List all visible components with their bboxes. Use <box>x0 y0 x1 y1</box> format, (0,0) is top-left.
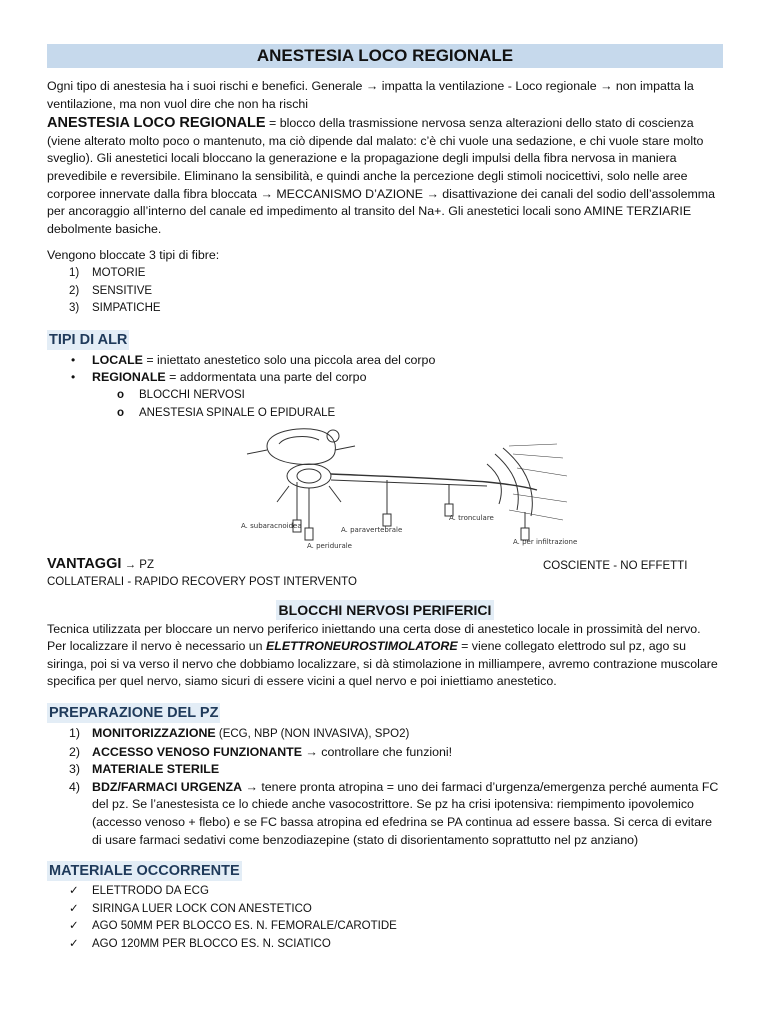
preparazione-heading: PREPARAZIONE DEL PZ <box>49 705 219 722</box>
materiale-list <box>47 883 723 953</box>
blocchi-heading: BLOCCHI NERVOSI PERIFERICI <box>276 600 495 620</box>
label-paravertebrale: A. paravertebrale <box>341 526 403 535</box>
list-item: ✓ SIRINGA LUER LOCK CON ANESTETICO <box>47 901 723 919</box>
definition-text-c: debolmente basiche. <box>47 221 162 236</box>
tipi-sub-list <box>47 387 723 422</box>
check-icon: ✓ <box>69 885 79 898</box>
list-item: o ANESTESIA SPINALE O EPIDURALE <box>117 406 336 419</box>
amine-term: AMINE TERZIARIE <box>583 204 692 219</box>
device-term: ELETTRONEUROSTIMOLATORE <box>266 639 458 654</box>
vantaggi-arrow: → PZ <box>121 559 154 572</box>
intro-paragraph: Ogni tipo di anestesia ha i suoi rischi e benefici. Generale → impatta la ventilazione - Loco regionale → non impatta la ventilazione, ma non vuol dire che non ha rischi <box>47 79 694 111</box>
label-subaracnoidea: A. subaracnoidea <box>241 522 302 531</box>
fibers-intro: Vengono bloccate 3 tipi di fibre: <box>47 248 220 263</box>
preparazione-list <box>47 725 723 849</box>
label-infiltrazione: A. per infiltrazione <box>513 538 577 547</box>
list-item: 4) BDZ/FARMACI URGENZA → tenere pronta atropina = uno dei farmaci d’urgenza/emergenza perché aumenta FC del pz. Se l’anestesista ce lo chiede anche vasocostrittore. Se pz ha crisi ipotensiva: riempimento ipovolemico (accesso venoso + flebo) e se FC bassa atropina ed efedrina se PA continua ad essere bassa. Si cerca di evitare di usare farmaci sedativi come benzodiazepine (stato di disorientamento soprattutto nel pz anziano) <box>69 779 719 847</box>
list-item: 3) SIMPATICHE <box>69 302 161 315</box>
fibers-list <box>47 265 723 318</box>
list-item: 3) MATERIALE STERILE <box>69 762 220 777</box>
definition-text-b: → disattivazione dei canali del sodio dell’assolemma per ancoraggio all’interno del canale ed impedimento al transito del Na+. Gli anestetici locali sono <box>47 186 716 219</box>
definition-text-a: = blocco della trasmissione nervosa senza alterazioni dello stato di coscienza (viene alterato molto poco o mantenuto, ma ciò dipende dal malato: c’è chi vuole una sedazione, e chi vuole stare molto sveglio). Gli anestetici locali bloccano la generazione e la propagazione degli impulsi della fibra nervosa in maniera prevedibile e reversibile. Eliminano la sensibilità, e quindi anche la percezione degli stimoli nocicettivi, solo nelle aree corporee innervate dalla fibra bloccata → <box>47 116 704 201</box>
list-item: ✓ ELETTRODO DA ECG <box>47 883 723 901</box>
list-item: • LOCALE = iniettato anestetico solo una piccola area del corpo <box>71 352 436 367</box>
label-tronculare: A. tronculare <box>449 514 494 523</box>
list-item: 1) MONITORIZZAZIONE (ECG, NBP (NON INVASIVA), SPO2) <box>69 726 410 741</box>
vantaggi-line2: COLLATERALI - RAPIDO RECOVERY POST INTERVENTO <box>47 576 357 589</box>
document-title: ANESTESIA LOCO REGIONALE <box>47 44 723 68</box>
mechanism-term: MECCANISMO D’AZIONE <box>276 186 423 201</box>
spinal-anesthesia-diagram <box>47 424 723 552</box>
tipi-heading: TIPI DI ALR <box>49 331 128 348</box>
definition-paragraph <box>47 115 723 238</box>
diagram-drawing <box>237 424 577 552</box>
list-item: ✓ AGO 120MM PER BLOCCO ES. N. SCIATICO <box>47 936 723 954</box>
check-icon: ✓ <box>69 938 79 950</box>
list-item: 1) MOTORIE <box>69 266 146 279</box>
check-icon: ✓ <box>69 920 79 933</box>
list-item: 2) SENSITIVE <box>69 284 153 297</box>
materiale-heading: MATERIALE OCCORRENTE <box>49 863 240 880</box>
vantaggi-right: COSCIENTE - NO EFFETTI <box>543 560 688 573</box>
list-item: 2) ACCESSO VENOSO FUNZIONANTE → controllare che funzioni! <box>69 744 453 759</box>
list-item: • REGIONALE = addormentata una parte del corpo <box>71 370 367 385</box>
list-item: o BLOCCHI NERVOSI <box>117 388 245 401</box>
label-peridurale: A. peridurale <box>307 542 352 551</box>
blocchi-paragraph: Tecnica utilizzata per bloccare un nervo periferico iniettando una certa dose di anestetico locale in prossimità del nervo. Per localizzare il nervo è necessario un ELETTRONEUROSTIMOLATORE = viene collegato elettrodo sul pz, ago su siringa, poi si va verso il nervo che dobbiamo localizzare, si dà stimolazione in milliampere, avremo contrazione muscolare specifica per quel nervo, siamo sicuri di essere vicini a quel nervo e poi iniettiamo anestetico. <box>47 621 718 689</box>
definition-term: ANESTESIA LOCO REGIONALE <box>47 115 266 132</box>
vantaggi-term: VANTAGGI <box>47 556 122 573</box>
tipi-list <box>47 352 723 387</box>
check-icon: ✓ <box>69 902 79 915</box>
vantaggi-block <box>47 556 723 592</box>
list-item: ✓ AGO 50MM PER BLOCCO ES. N. FEMORALE/CAROTIDE <box>47 918 723 936</box>
document-content <box>47 44 723 954</box>
